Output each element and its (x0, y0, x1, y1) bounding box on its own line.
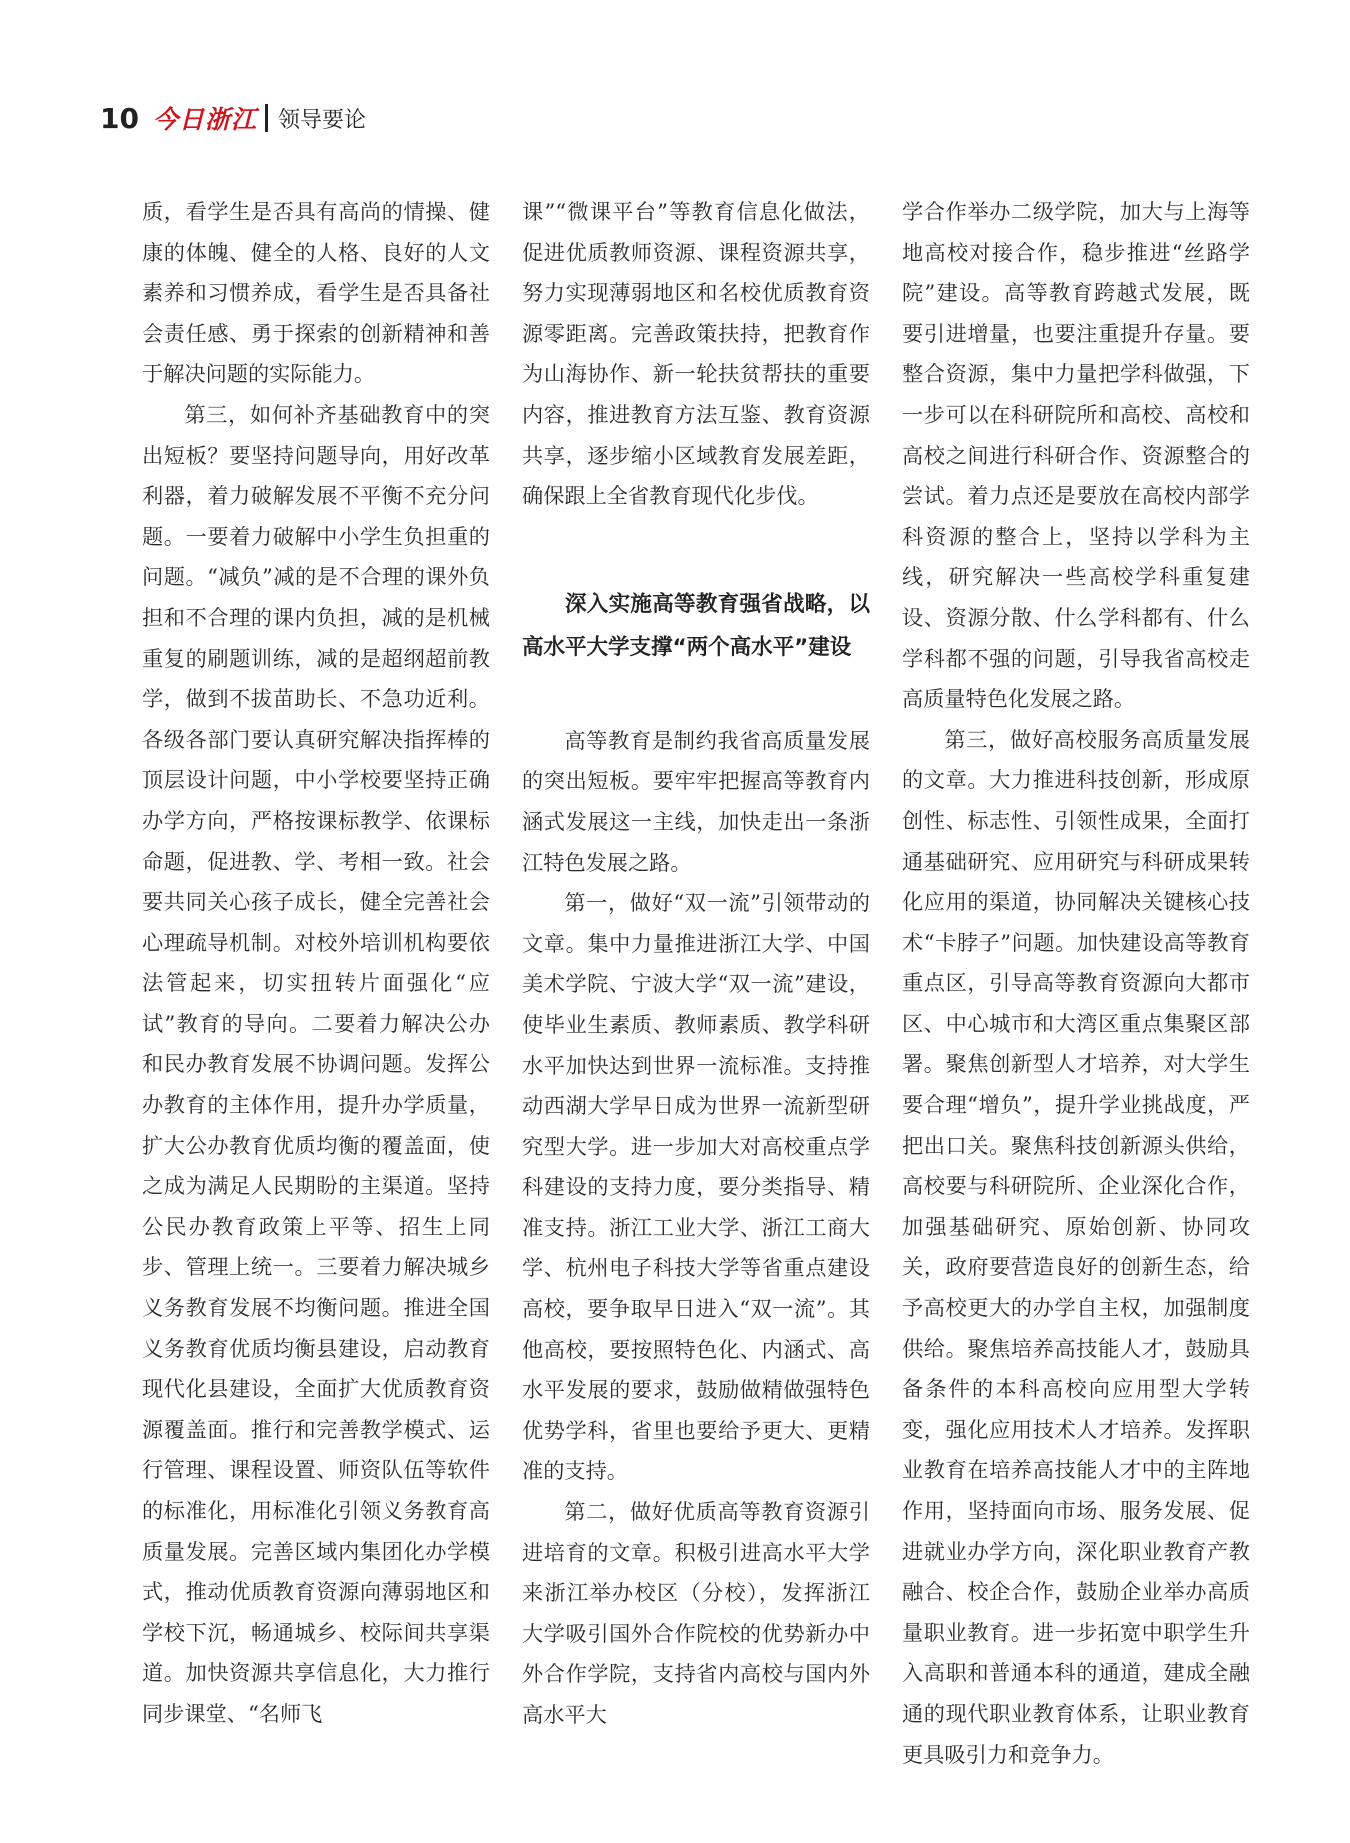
section-title: 领导要论 (277, 107, 366, 133)
paragraph: 学合作举办二级学院，加大与上海等地高校对接合作，稳步推进“丝路学院”建设。高等教育跨越式发展，既要引进增量，也要注重提升存量。要整合资源，集中力量把学科做强，下一步可以在科研院所和高校、高校和高校之间进行科研合作、资源整合的尝试。着力点还是要放在高校内部学科资源的整合上，坚持以学科为主线，研究解决一些高校学科重复建设、资源分散、什么学科都有、什么学科都不强的问题，引导我省高校走高质量特色化发展之路。 (902, 199, 1250, 712)
paragraph: 第三，如何补齐基础教育中的突出短板？要坚持问题导向，用好改革利器，着力破解发展不平衡不充分问题。一要着力破解中小学生负担重的问题。“减负”减的是不合理的课外负担和不合理的课内负担，减的是机械重复的刷题训练，减的是超纲超前教学，做到不拔苗助长、不急功近利。各级各部门要认真研究解决指挥棒的顶层设计问题，中小学校要坚持正确办学方向，严格按课标教学、依课标命题，促进教、学、考相一致。社会要共同关心孩子成长，健全完善社会心理疏导机制。对校外培训机构要依法管起来，切实扭转片面强化“应试”教育的导向。二要着力解决公办和民办教育发展不协调问题。发挥公办教育的主体作用，提升办学质量，扩大公办教育优质均衡的覆盖面，使之成为满足人民期盼的主渠道。坚持公民办教育政策上平等、招生上同步、管理上统一。三要着力解决城乡义务教育发展不均衡问题。推进全国义务教育优质均衡县建设，启动教育现代化县建设，全面扩大优质教育资源覆盖面。推行和完善教学模式、运行管理、课程设置、师资队伍等软件的标准化，用标准化引领义务教育高质量发展。完善区域内集团化办学模式，推动优质教育资源向薄弱地区和学校下沉，畅通城乡、校际间共享渠道。加快资源共享信息化，大力推行同步课堂、“名师飞 (142, 401, 490, 1726)
paragraph: 质，看学生是否具有高尚的情操、健康的体魄、健全的人格、良好的人文素养和习惯养成，看学生是否具备社会责任感、勇于探索的创新精神和善于解决问题的实际能力。 (142, 199, 490, 387)
paragraph: 课”“微课平台”等教育信息化做法，促进优质教师资源、课程资源共享，努力实现薄弱地区和名校优质教育资源零距离。完善政策扶持，把教育作为山海协作、新一轮扶贫帮扶的重要内容，推进教育方法互鉴、教育资源共享，逐步缩小区域教育发展差距，确保跟上全省教育现代化步伐。 (522, 199, 870, 509)
section-subheading: 深入实施高等教育强省战略，以高水平大学支撑“两个高水平”建设 (522, 591, 870, 660)
page-number: 10 (100, 101, 139, 135)
paragraph: 第一，做好“双一流”引领带动的文章。集中力量推进浙江大学、中国美术学院、宁波大学“双一流”建设，使毕业生素质、教师素质、教学科研水平加快达到世界一流标准。支持推动西湖大学早日成为世界一流新型研究型大学。进一步加大对高校重点学科建设的支持力度，要分类指导、精准支持。浙江工业大学、浙江工商大学、杭州电子科技大学等省重点建设高校，要争取早日进入“双一流”。其他高校，要按照特色化、内涵式、高水平发展的要求，鼓励做精做强特色优势学科，省里也要给予更大、更精准的支持。 (522, 890, 870, 1484)
page-header (100, 96, 366, 140)
text-column-1 (142, 192, 490, 1735)
text-column-3 (902, 192, 1250, 1775)
header-divider (265, 104, 268, 132)
magazine-logo: 今日浙江 (152, 105, 257, 134)
paragraph: 第三，做好高校服务高质量发展的文章。大力推进科技创新，形成原创性、标志性、引领性成果，全面打通基础研究、应用研究与科研成果转化应用的渠道，协同解决关键核心技术“卡脖子”问题。加快建设高等教育重点区，引导高等教育资源向大都市区、中心城市和大湾区重点集聚区部署。聚焦创新型人才培养，对大学生要合理“增负”，提升学业挑战度，严把出口关。聚焦科技创新源头供给，高校要与科研院所、企业深化合作，加强基础研究、原始创新、协同攻关，政府要营造良好的创新生态，给予高校更大的办学自主权，加强制度供给。聚焦培养高技能人才，鼓励具备条件的本科高校向应用型大学转变，强化应用技术人才培养。发挥职业教育在培养高技能人才中的主阵地作用，坚持面向市场、服务发展、促进就业办学方向，深化职业教育产教融合、校企合作，鼓励企业举办高质量职业教育。进一步拓宽中职学生升入高职和普通本科的通道，建成全融通的现代职业教育体系，让职业教育更具吸引力和竞争力。 (902, 726, 1250, 1767)
paragraph: 第二，做好优质高等教育资源引进培育的文章。积极引进高水平大学来浙江举办校区（分校），发挥浙江大学吸引国外合作院校的优势新办中外合作学院，支持省内高校与国内外高水平大 (522, 1499, 870, 1727)
paragraph: 高等教育是制约我省高质量发展的突出短板。要牢牢把握高等教育内涵式发展这一主线，加快走出一条浙江特色发展之路。 (522, 727, 870, 875)
text-column-2 (522, 192, 870, 1736)
